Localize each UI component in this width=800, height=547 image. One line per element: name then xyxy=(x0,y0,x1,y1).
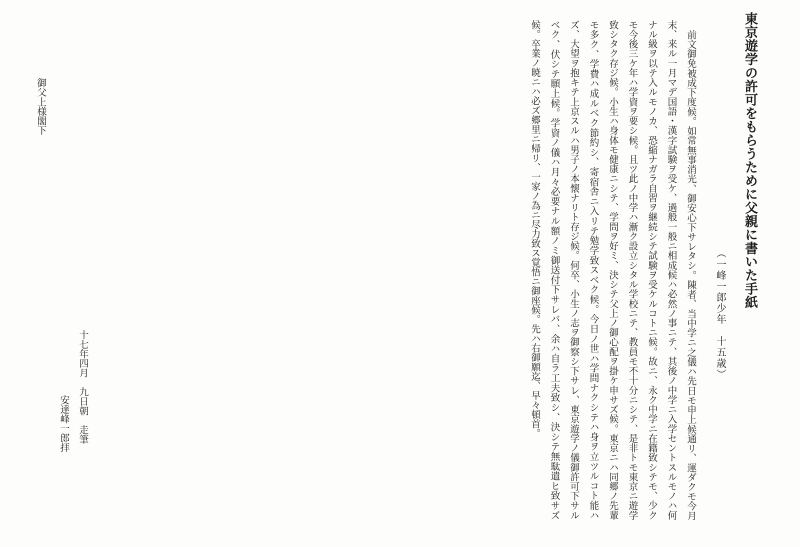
letter-title: 東京遊学の許可をもらうために父親に書いた手紙 xyxy=(742,12,757,309)
letter-body xyxy=(96,20,700,520)
letter-sender: 安達峰一郎拝 xyxy=(58,395,69,452)
letter-body-text: 前文御免被成下度候。如常無事消光、御安心下サレタシ。陳者、当中学ニ之儀ハ先日モ申上候通リ、運ダクモ今月末、来ル一月マデ国語・漢字試験ヲ受ケ、過般一般ニ相成候ハ必然ノ事ニテ、其後ノ中学ニ入学セントスルモノハ何ナル級ヲ以テ入ルモノカ、恐縮ナガラ自習ヲ継続シテ試験ヲ受ケルコトニ候。故ニ、永ク中学ニ在籍致シテモ、少クモ今後三ケ年ハ学資ヲ要シ候。且ツ此ノ中学ハ漸ク設立シタル学校ニテ、教員モ不十分ニシテ、是非トモ東京ニ遊学致シタク存ジ候。小生ハ身体モ健康ニシテ、学問ヲ好ミ、決シテ父上ノ御心配ヲ掛ケ申サズ候。東京ニハ同郷ノ先輩モ多ク、学費ハ成ルベク節約シ、寄宿舎ニ入リテ勉学致スベク候。今日ノ世ハ学問ナクシテハ身ヲ立ツルコト能ハズ、大望ヲ抱キテ上京スルハ男子ノ本懐ナリト存ジ候。何卒、小生ノ志ヲ御察シ下サレ、東京遊学ノ儀御許可下サルベク、伏シテ願上候。学資ノ儀ハ月々必要ナル額ノミ御送付下サレバ、余ハ自ラ工夫致シ、決シテ無駄遣ヒ致サズ候。卒業ノ暁ニハ必ズ郷里ニ帰リ、一家ノ為ニ尽力致ス覚悟ニ御座候。先ハ右御願迄、早々頓首。 xyxy=(529,20,696,520)
letter-subtitle: （一峰一郎少年 十五歳） xyxy=(714,248,725,380)
letter-date: 十七年四月 九日朝 走筆 xyxy=(77,330,88,444)
letter-addressee: 御父上様閣下 xyxy=(35,78,46,135)
